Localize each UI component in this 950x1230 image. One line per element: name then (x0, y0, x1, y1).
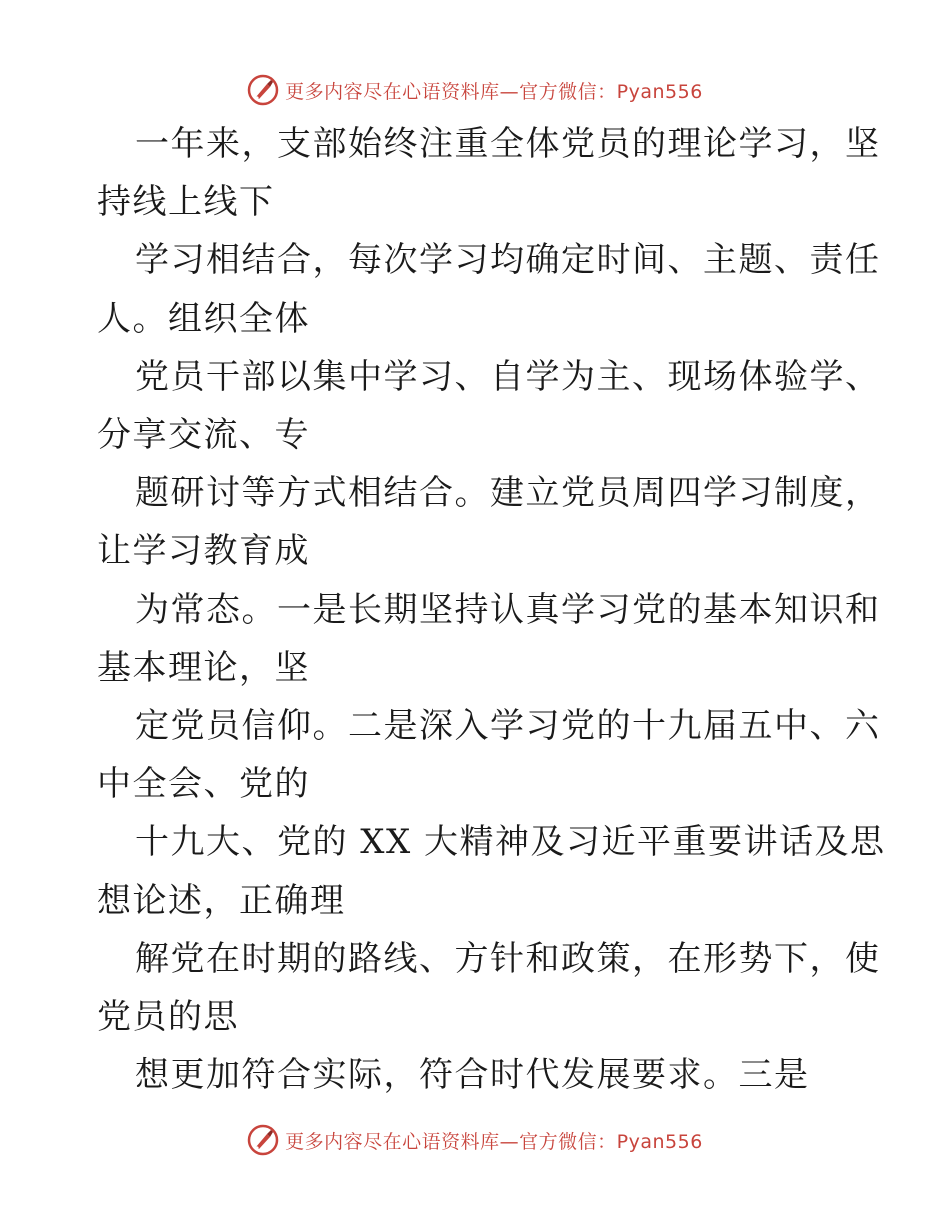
paragraph-line-indented: 解党在时期的路线、方针和政策，在形势下，使 (135, 938, 881, 979)
paragraph-line-indented: 十九大、党的 XX 大精神及习近平重要讲话及思 (135, 822, 886, 863)
pen-logo-icon (247, 1124, 279, 1156)
header-watermark-banner (0, 70, 950, 110)
paragraph-line-indented: 学习相结合，每次学习均确定时间、主题、责任 (135, 240, 881, 281)
header-watermark-text: 更多内容尽在心语资料库—官方微信：Pyan556 (285, 80, 703, 103)
paragraph-line-indented: 定党员信仰。二是深入学习党的十九届五中、六 (135, 706, 881, 746)
paragraph-line-indented: 为常态。一是长期坚持认真学习党的基本知识和 (135, 589, 881, 630)
paragraph-line-continued: 让学习教育成 (97, 531, 310, 572)
paragraph-line-continued: 中全会、党的 (97, 764, 310, 805)
paragraph-line-continued: 基本理论，坚 (97, 647, 310, 688)
paragraph-line-indented: 一年来，支部始终注重全体党员的理论学习，坚 (135, 124, 881, 164)
footer-watermark-text: 更多内容尽在心语资料库—官方微信：Pyan556 (285, 1130, 703, 1153)
footer-watermark-banner (0, 1120, 950, 1160)
paragraph-line-continued: 党员的思 (97, 997, 239, 1037)
paragraph-line-indented: 题研讨等方式相结合。建立党员周四学习制度， (135, 473, 881, 514)
paragraph-line-continued: 持线上线下 (97, 182, 275, 223)
paragraph-line-indented: 想更加符合实际，符合时代发展要求。三是 (135, 1055, 810, 1096)
paragraph-line-continued: 人。组织全体 (97, 298, 310, 339)
paragraph-line-continued: 想论述，正确理 (97, 880, 346, 921)
paragraph-line-continued: 分享交流、专 (97, 415, 310, 455)
pen-logo-icon (247, 74, 279, 106)
paragraph-line-indented: 党员干部以集中学习、自学为主、现场体验学、 (135, 356, 881, 397)
